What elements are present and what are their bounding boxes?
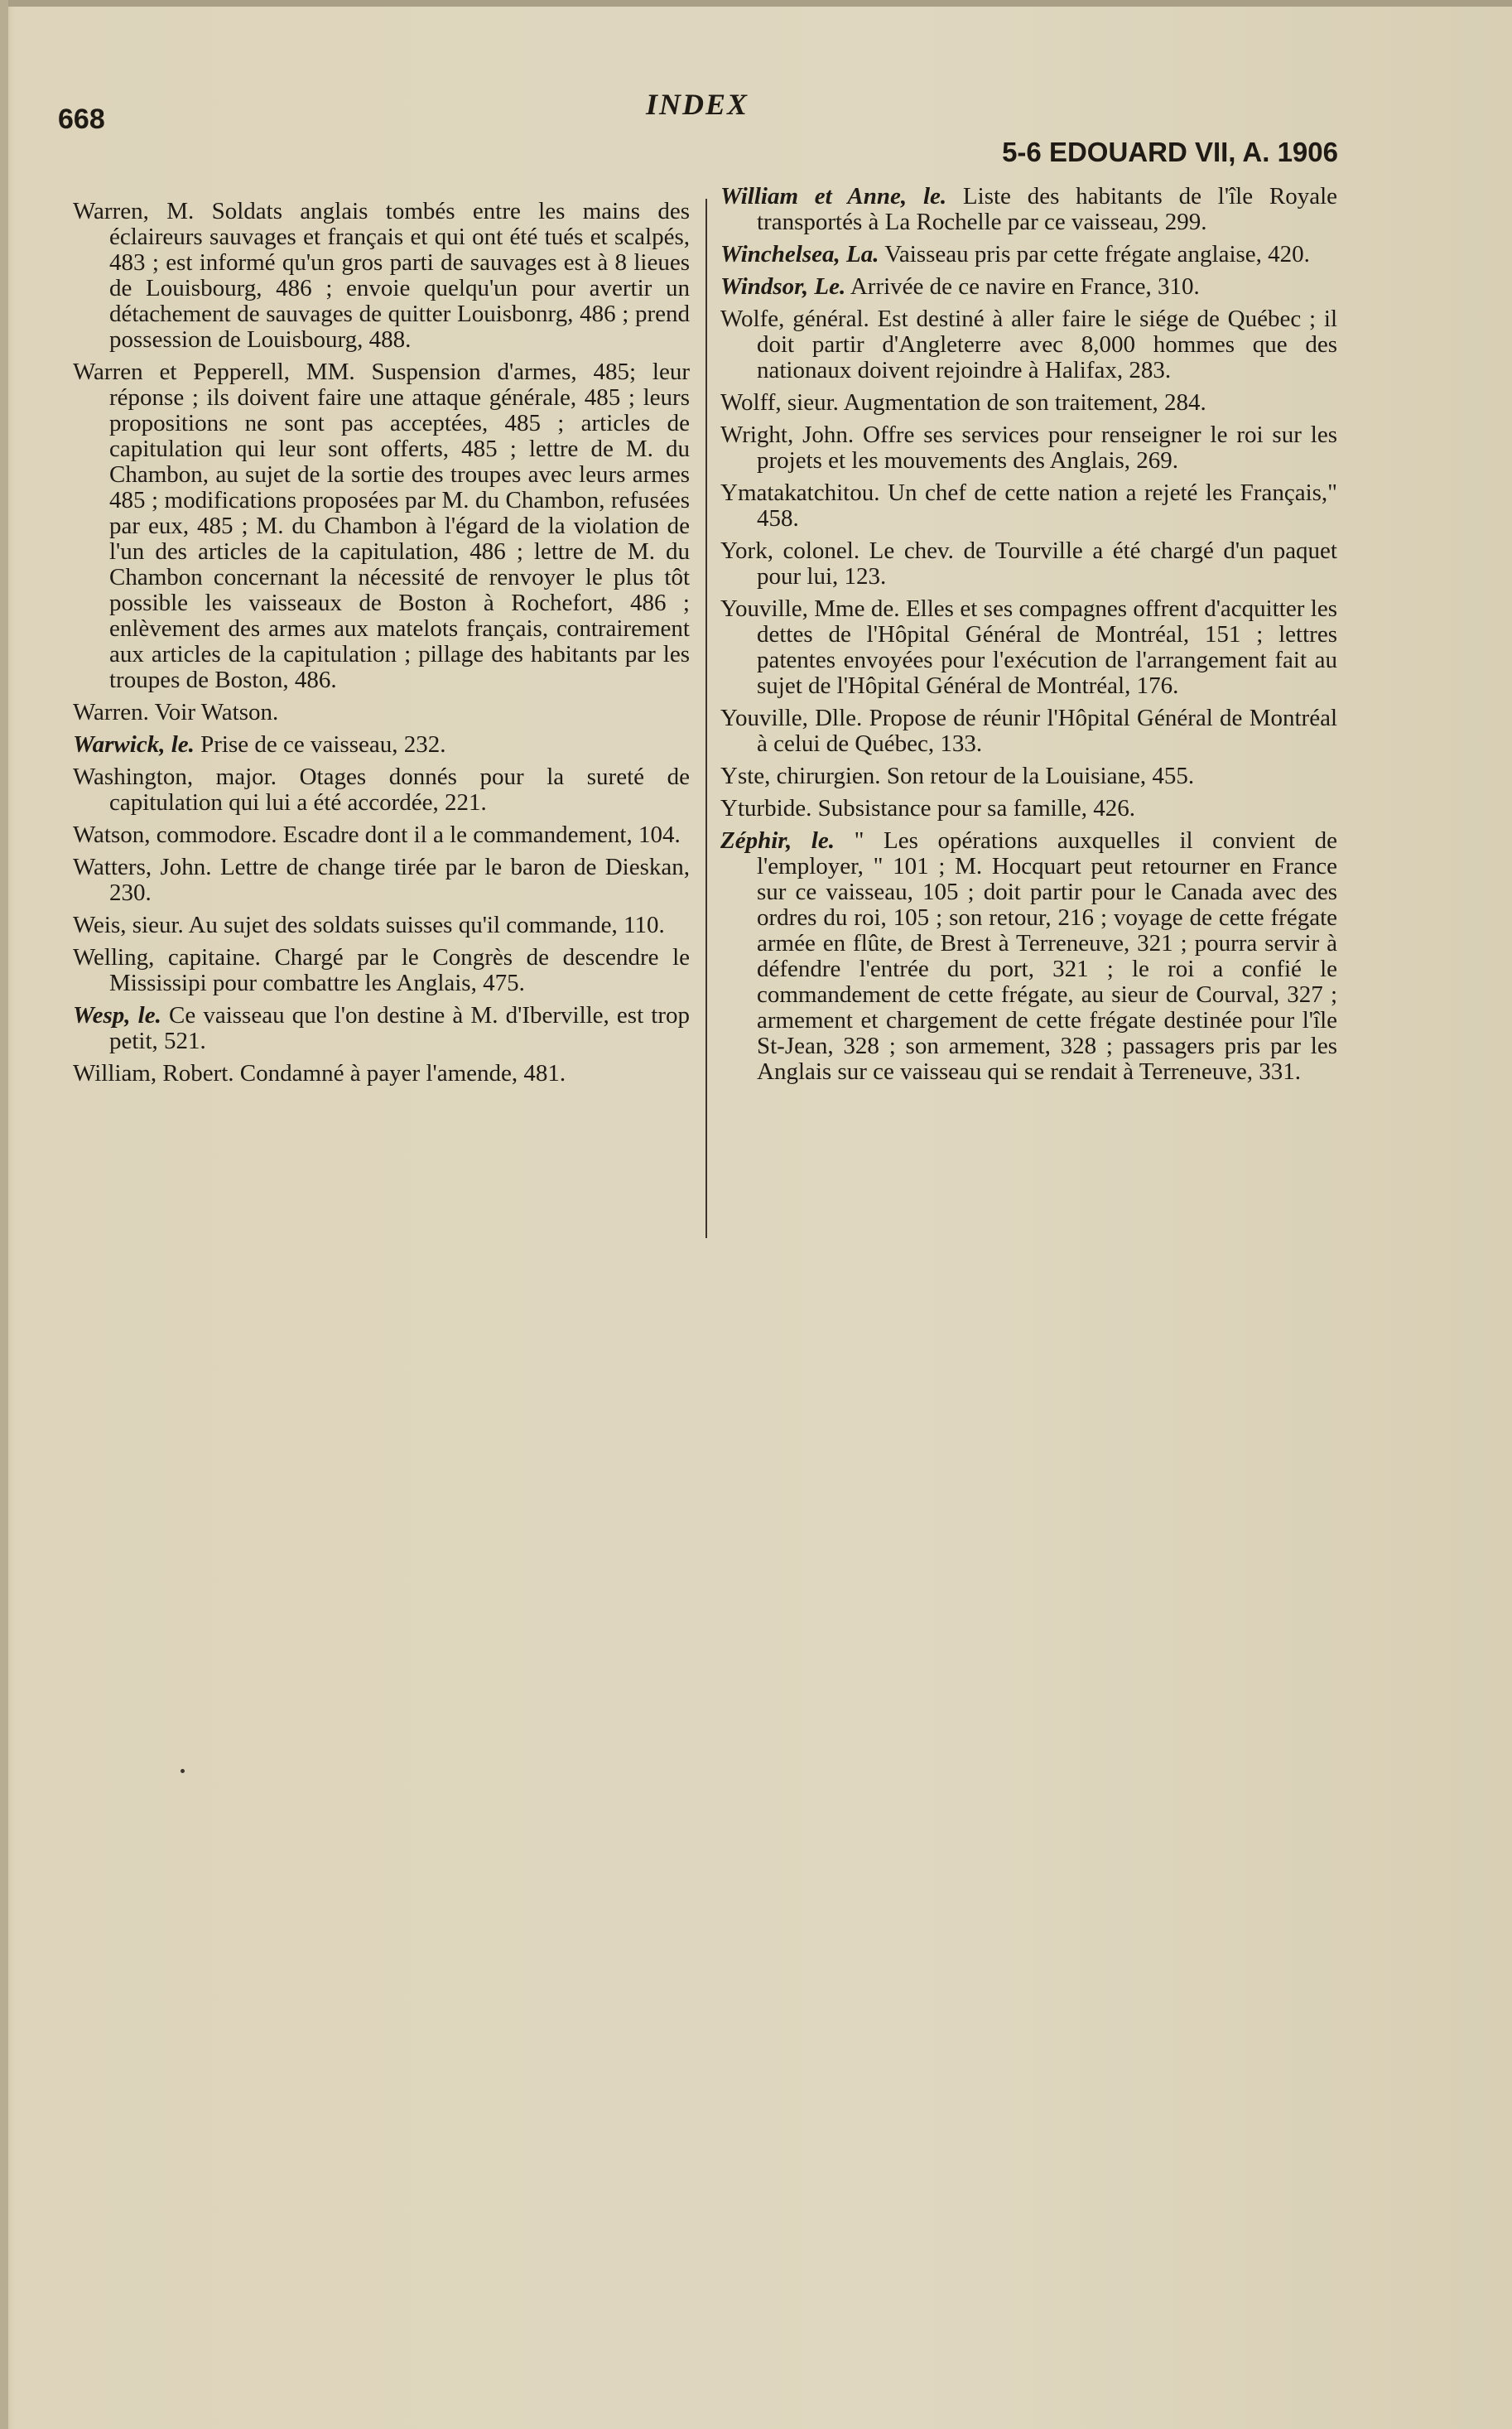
index-entry — [73, 700, 690, 725]
entry-heading: Wesp, le. — [73, 1002, 161, 1029]
entry-heading: Youville, Dlle. — [720, 705, 863, 731]
column-divider — [705, 199, 707, 1238]
entry-text: Soldats anglais tombés entre les mains des éclaireurs sauvages et français et qui ont été tués et scalpés, 483 ; est informé qu'un gros parti de sauvages est à 8 lieues de Louisbourg, 486 ; envoie quelqu'un pour avertir un détachement de sauvages de quitter Louisbonrg, 486 ; prend possession de Louisbourg, 488. — [109, 198, 690, 353]
entry-text: Vaisseau pris par cette frégate anglaise, 420. — [884, 241, 1310, 267]
entry-text: Subsistance pour sa famille, 426. — [817, 795, 1135, 822]
index-entry — [73, 764, 690, 816]
entry-heading: Watters, John. — [73, 854, 212, 880]
entry-heading: Winchelsea, La. — [720, 241, 879, 267]
session-label: 5-6 EDOUARD VII, A. 1906 — [1002, 137, 1338, 167]
index-entry — [720, 242, 1337, 267]
left-index-column — [73, 199, 690, 1093]
entry-heading: Warwick, le. — [73, 731, 195, 758]
index-entry — [73, 855, 690, 906]
entry-heading: Weis, sieur. — [73, 912, 184, 938]
entry-heading: Washington, major. — [73, 764, 277, 790]
index-entry — [720, 596, 1337, 699]
index-entry — [720, 706, 1337, 757]
entry-heading: Wright, John. — [720, 422, 855, 448]
entry-text: Ce vaisseau que l'on destine à M. d'Iberville, est trop petit, 521. — [109, 1002, 690, 1054]
page-number: 668 — [58, 104, 105, 135]
entry-text: Lettre de change tirée par le baron de Dieskan, 230. — [109, 854, 691, 906]
entry-text: Elles et ses compagnes offrent d'acquitter les dettes de l'Hôpital Général de Montréal, 151 ; lettres patentes envoyées pour l'exécution de l'arrangement fait au sujet de l'Hôpital Général de Montréal, 176. — [757, 595, 1338, 699]
index-entry — [720, 306, 1337, 383]
index-entry — [73, 913, 690, 938]
entry-heading: Ymatakatchitou. — [720, 480, 880, 506]
page-header — [0, 0, 1512, 190]
entry-text: Otages donnés pour la sureté de capitulation qui lui a été accordée, 221. — [109, 764, 690, 816]
entry-heading: Welling, capitaine. — [73, 944, 261, 971]
index-entry — [73, 199, 690, 353]
entry-text: Au sujet des soldats suisses qu'il commande, 110. — [188, 912, 665, 938]
entry-heading: Youville, Mme de. — [720, 595, 900, 622]
entry-text: Un chef de cette nation a rejeté les Français," 458. — [757, 480, 1338, 532]
entry-text: Escadre dont il a le commandement, 104. — [282, 822, 681, 848]
entry-text: Offre ses services pour renseigner le roi sur les projets et les mouvements des Anglais, 269. — [757, 422, 1337, 474]
entry-text: " Les opérations auxquelles il convient de l'employer, " 101 ; M. Hocquart peut retourner en France sur ce vaisseau, 105 ; doit partir pour le Canada avec des ordres du roi, 105 ; son retour, 216 ; voyage de cette frégate armée en flûte, de Brest à Terreneuve, 321 ; pourra servir à défendre l'entrée du port, 321 ; le roi a confié le commandement de cette frégate, au sieur de Courval, 327 ; armement et chargement de cette frégate destinée pour l'île St-Jean, 328 ; son armement, 328 ; passagers pris par les Anglais sur ce vaisseau qui se rendait à Terreneuve, 331. — [757, 827, 1337, 1085]
entry-heading: York, colonel. — [720, 537, 860, 564]
index-entry — [720, 828, 1337, 1085]
index-entry — [720, 764, 1337, 789]
entry-heading: Wolfe, général. — [720, 306, 869, 332]
index-entry — [720, 422, 1337, 474]
index-entry — [720, 480, 1337, 532]
index-entry — [720, 390, 1337, 416]
entry-text: Est destiné à aller faire le siége de Québec ; il doit partir d'Angleterre avec 8,000 hommes que des nationaux doivent rejoindre à Halifax, 283. — [757, 306, 1337, 383]
index-entry — [73, 1003, 690, 1054]
index-entry — [73, 945, 690, 996]
entry-heading: William, Robert. — [73, 1060, 234, 1087]
entry-text: Voir Watson. — [154, 699, 279, 725]
index-entry — [73, 732, 690, 758]
index-entry — [73, 1061, 690, 1087]
entry-text: Son retour de la Louisiane, 455. — [886, 763, 1195, 789]
entry-text: Liste des habitants de l'île Royale transportés à La Rochelle par ce vaisseau, 299. — [757, 183, 1337, 235]
entry-text: Suspension d'armes, 485; leur réponse ; ils doivent faire une attaque générale, 485 ; leurs propositions ne sont pas acceptées, 485 ; articles de capitulation qui leur sont offerts, 485 ; lettre de M. du Chambon, au sujet de la sortie des troupes avec leurs armes 485 ; modifications proposées par M. du Chambon, refusées par eux, 485 ; M. du Chambon à l'égard de la violation de l'un des articles de la capitulation, 486 ; lettre de M. du Chambon concernant la nécessité de renvoyer le plus tôt possible les vaisseaux de Boston à Rochefort, 486 ; enlèvement des armes aux matelots français, contrairement aux articles de la capitulation ; pillage des habitants par les troupes de Boston, 486. — [109, 359, 690, 693]
entry-text: Condamné à payer l'amende, 481. — [239, 1060, 566, 1087]
entry-text: Augmentation de son traitement, 284. — [843, 389, 1206, 416]
entry-heading: Warren. — [73, 699, 149, 725]
index-entry — [73, 822, 690, 848]
right-index-column — [720, 184, 1337, 1092]
index-entry — [720, 274, 1337, 300]
entry-text: Chargé par le Congrès de descendre le Mississipi pour combattre les Anglais, 475. — [109, 944, 691, 996]
entry-heading: Warren et Pepperell, MM. — [73, 359, 355, 385]
entry-heading: Wolff, sieur. — [720, 389, 839, 416]
running-title: INDEX — [646, 88, 749, 121]
entry-heading: William et Anne, le. — [720, 183, 947, 210]
entry-heading: Zéphir, le. — [720, 827, 835, 854]
entry-text: Le chev. de Tourville a été chargé d'un paquet pour lui, 123. — [757, 537, 1337, 590]
page-gutter-shadow — [0, 0, 8, 2429]
entry-heading: Yste, chirurgien. — [720, 763, 881, 789]
entry-text: Prise de ce vaisseau, 232. — [200, 731, 446, 758]
index-entry — [73, 359, 690, 693]
entry-heading: Yturbide. — [720, 795, 812, 822]
entry-heading: Windsor, Le. — [720, 273, 846, 300]
paper-speck — [181, 1769, 185, 1773]
index-entry — [720, 184, 1337, 235]
index-entry — [720, 796, 1337, 822]
entry-heading: Warren, M. — [73, 198, 195, 224]
index-entry — [720, 538, 1337, 590]
entry-text: Arrivée de ce navire en France, 310. — [850, 273, 1200, 300]
entry-text: Propose de réunir l'Hôpital Général de Montréal à celui de Québec, 133. — [757, 705, 1337, 757]
entry-heading: Watson, commodore. — [73, 822, 277, 848]
